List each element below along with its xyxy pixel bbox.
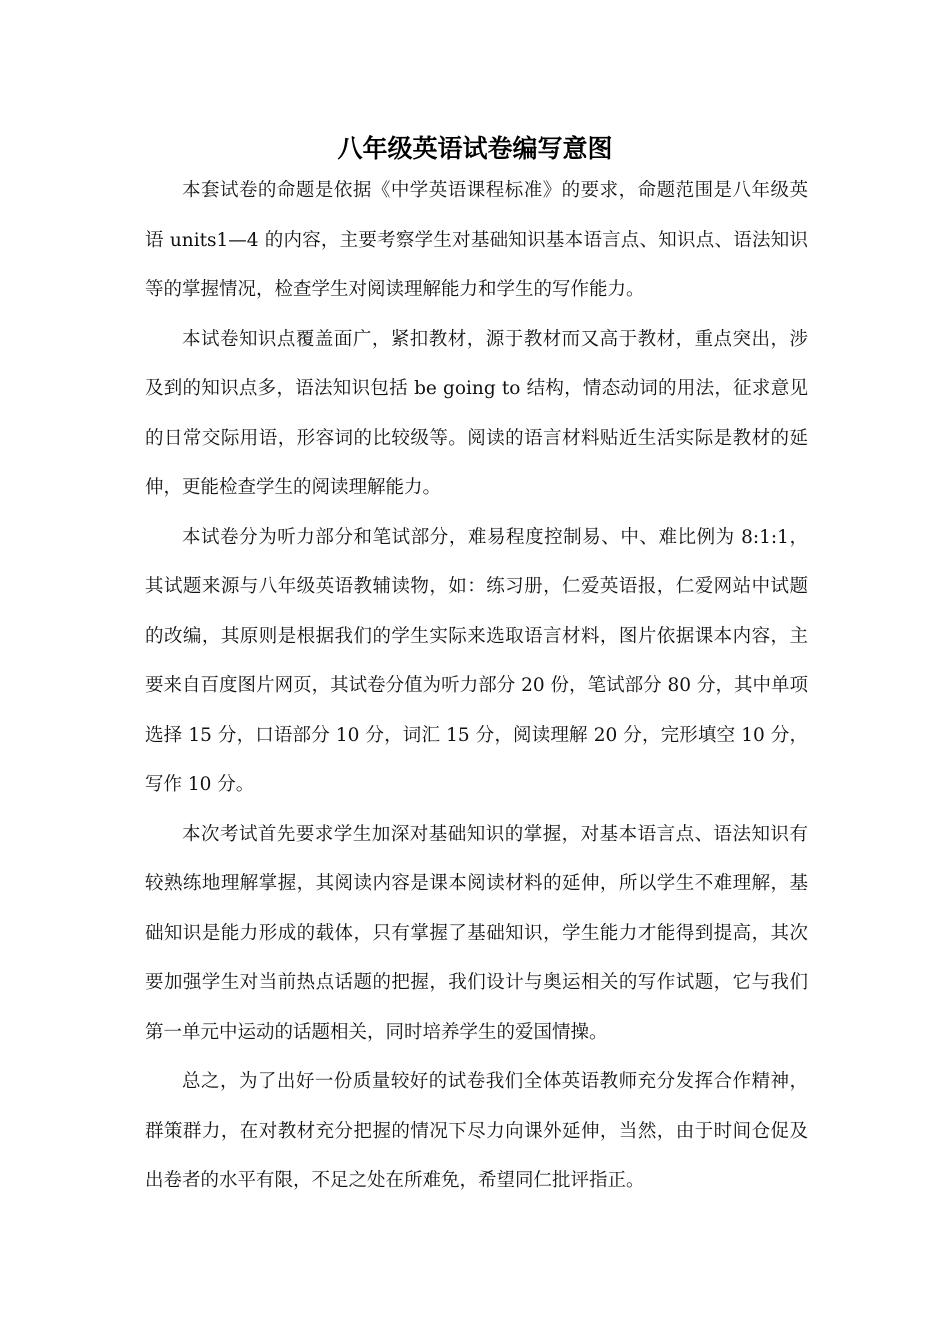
document-body [145,166,808,1206]
paragraph-scope: 本套试卷的命题是依据《中学英语课程标准》的要求，命题范围是八年级英语 units1—4 的内容，主要考察学生对基础知识基本语言点、知识点、语法知识等的掌握情况，检查学生对阅读理解能力和学生的写作能力。 [145,180,808,300]
paragraph-coverage: 本试卷知识点覆盖面广，紧扣教材，源于教材而又高于教材，重点突出，涉及到的知识点多，语法知识包括 be going to 结构，情态动词的用法，征求意见的日常交际用语，形容词的比较级等。阅读的语言材料贴近生活实际是教材的延伸，更能检查学生的阅读理解能力。 [145,328,808,498]
paragraph-structure: 本试卷分为听力部分和笔试部分，难易程度控制易、中、难比例为 8:1:1，其试题来源与八年级英语教辅读物，如：练习册，仁爱英语报，仁爱网站中试题的改编，其原则是根据我们的学生实际来选取语言材料，图片依据课本内容，主要来自百度图片网页，其试卷分值为听力部分 20 份，笔试部分 80 分，其中单项选择 15 分，口语部分 10 分，词汇 15 分，阅读理解 20 分，完形填空 10 分，写作 10 分。 [145,526,808,795]
paragraph-requirements: 本次考试首先要求学生加深对基础知识的掌握，对基本语言点、语法知识有较熟练地理解掌握，其阅读内容是课本阅读材料的延伸，所以学生不难理解，基础知识是能力形成的载体，只有掌握了基础知识，学生能力才能得到提高，其次要加强学生对当前热点话题的把握，我们设计与奥运相关的写作试题，它与我们第一单元中运动的话题相关，同时培养学生的爱国情操。 [145,823,808,1043]
paragraph-conclusion: 总之，为了出好一份质量较好的试卷我们全体英语教师充分发挥合作精神，群策群力，在对教材充分把握的情况下尽力向课外延伸，当然，由于时间仓促及出卷者的水平有限，不足之处在所难免，希望同仁批评指正。 [145,1071,808,1191]
document-title: 八年级英语试卷编写意图 [337,134,613,163]
